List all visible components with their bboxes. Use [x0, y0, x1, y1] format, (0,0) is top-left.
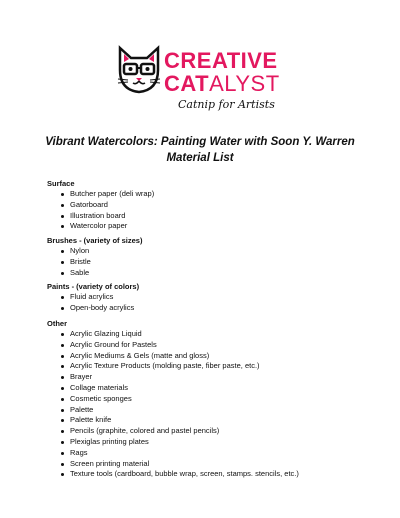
list-item	[47, 448, 299, 459]
item-list	[47, 246, 142, 278]
list-item	[47, 405, 299, 416]
bullet-icon	[61, 355, 64, 358]
list-item-text: Rags	[70, 447, 88, 457]
bullet-icon	[61, 215, 64, 218]
bullet-icon	[61, 333, 64, 336]
bullet-icon	[61, 307, 64, 310]
list-item-text: Screen printing material	[70, 458, 150, 468]
item-list	[47, 292, 139, 314]
section-heading: Other	[47, 319, 68, 328]
list-item-text: Cosmetic sponges	[70, 393, 132, 403]
list-item	[47, 340, 299, 351]
creative-catalyst-logo	[116, 44, 286, 114]
bullet-icon	[61, 441, 64, 444]
list-item	[47, 211, 154, 222]
bullet-icon	[61, 193, 64, 196]
list-item	[47, 246, 142, 257]
list-item-text: Acrylic Texture Products (molding paste, fiber paste, etc.)	[70, 361, 260, 371]
bullet-icon	[61, 365, 64, 368]
list-item	[47, 415, 299, 426]
list-item	[47, 361, 299, 372]
list-item-text: Collage materials	[70, 382, 128, 392]
list-item	[47, 189, 154, 200]
bullet-icon	[61, 296, 64, 299]
bullet-icon	[61, 344, 64, 347]
section-other	[47, 318, 299, 480]
list-item-text: Plexiglas printing plates	[70, 436, 149, 446]
list-item	[47, 394, 299, 405]
list-item	[47, 383, 299, 394]
cat-with-glasses-icon	[116, 44, 162, 96]
list-item-text: Palette	[70, 404, 94, 414]
item-list	[47, 189, 154, 232]
logo-word-cat: CAT	[164, 71, 210, 96]
list-item	[47, 268, 142, 279]
list-item-text: Gatorboard	[70, 199, 108, 209]
list-item-text: Acrylic Mediums & Gels (matte and gloss)	[70, 350, 210, 360]
document-subtitle: Material List	[166, 152, 234, 164]
bullet-icon	[61, 261, 64, 264]
bullet-icon	[61, 398, 64, 401]
list-item-text: Acrylic Glazing Liquid	[70, 329, 142, 338]
bullet-icon	[61, 376, 64, 379]
bullet-icon	[61, 272, 64, 275]
list-item	[47, 351, 299, 362]
list-item-text: Nylon	[70, 246, 90, 255]
bullet-icon	[61, 225, 64, 228]
list-item-text: Acrylic Ground for Pastels	[70, 339, 157, 349]
list-item	[47, 329, 299, 340]
logo-word-catalyst	[164, 73, 280, 95]
list-item	[47, 257, 142, 268]
list-item	[47, 200, 154, 211]
list-item	[47, 303, 139, 314]
bullet-icon	[61, 473, 64, 476]
section-heading: Surface	[47, 179, 75, 188]
logo-word-alyst: ALYST	[209, 71, 280, 96]
list-item-text: Pencils (graphite, colored and pastel pencils)	[70, 426, 220, 436]
section-paints	[47, 281, 139, 314]
bullet-icon	[61, 204, 64, 207]
bullet-icon	[61, 387, 64, 390]
logo-word-creative: CREATIVE	[164, 48, 278, 73]
list-item-text: Illustration board	[70, 210, 126, 220]
bullet-icon	[61, 430, 64, 433]
list-item	[47, 372, 299, 383]
item-list	[47, 329, 299, 480]
logo-tagline: Catnip for Artists	[178, 98, 275, 111]
list-item-text: Open-body acrylics	[70, 302, 135, 312]
section-heading: Brushes - (variety of sizes)	[47, 236, 143, 245]
list-item	[47, 459, 299, 470]
list-item	[47, 292, 139, 303]
list-item-text: Sable	[70, 267, 90, 277]
bullet-icon	[61, 452, 64, 455]
list-item	[47, 437, 299, 448]
list-item	[47, 469, 299, 480]
list-item-text: Palette knife	[70, 415, 112, 425]
bullet-icon	[61, 250, 64, 253]
list-item-text: Bristle	[70, 256, 91, 266]
bullet-icon	[61, 419, 64, 422]
list-item	[47, 426, 299, 437]
section-heading: Paints - (variety of colors)	[47, 282, 140, 291]
bullet-icon	[61, 463, 64, 466]
list-item-text: Brayer	[70, 372, 93, 382]
section-surface	[47, 178, 154, 232]
list-item-text: Texture tools (cardboard, bubble wrap, screen, stamps. stencils, etc.)	[70, 469, 299, 479]
list-item-text: Fluid acrylics	[70, 292, 114, 301]
section-brushes	[47, 235, 142, 278]
list-item-text: Butcher paper (deli wrap)	[70, 189, 155, 198]
list-item-text: Watercolor paper	[70, 221, 128, 231]
bullet-icon	[61, 409, 64, 412]
document-title: Vibrant Watercolors: Painting Water with Soon Y. Warren	[45, 136, 355, 148]
list-item	[47, 221, 154, 232]
